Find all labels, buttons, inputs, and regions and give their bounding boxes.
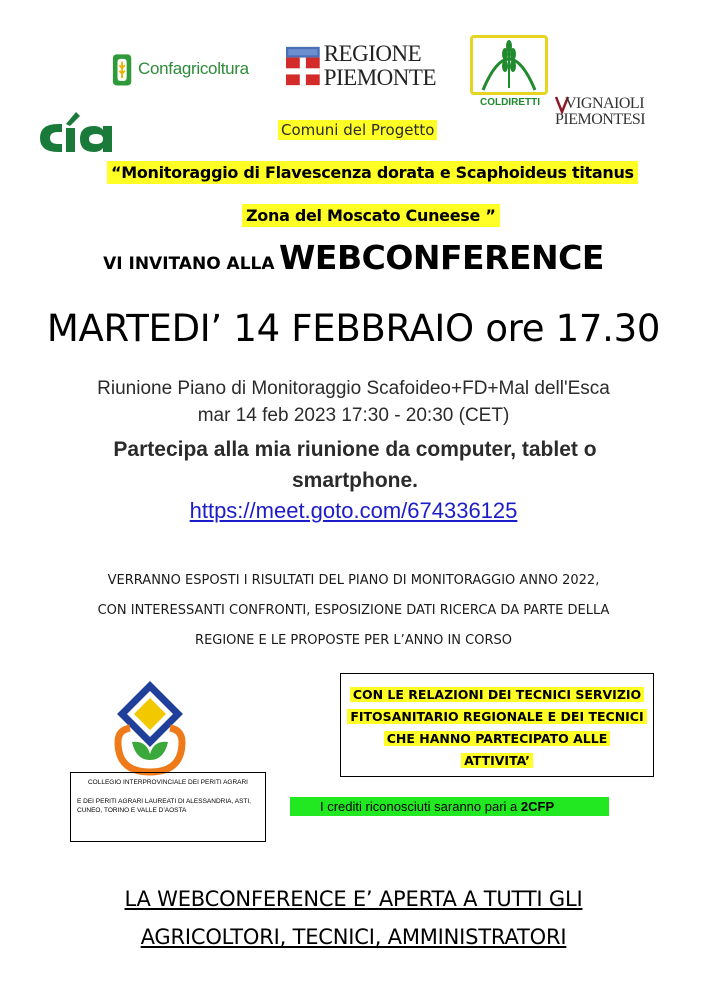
piemonte-shield-icon xyxy=(286,41,320,91)
description xyxy=(0,566,707,656)
tecnici-box xyxy=(340,673,654,777)
event-date: MARTEDI’ 14 FEBBRAIO ore 17.30 xyxy=(46,307,661,350)
footer-line-1: LA WEBCONFERENCE E’ APERTA A TUTTI GLI xyxy=(124,887,583,911)
cia-logo-icon xyxy=(36,110,116,154)
project-title-line2: Zona del Moscato Cuneese ” xyxy=(242,204,500,227)
description-line-1: VERRANNO ESPOSTI I RISULTATI DEL PIANO DI MONITORAGGIO ANNO 2022, xyxy=(107,573,600,588)
comuni-del-progetto: Comuni del Progetto xyxy=(278,120,437,140)
vignaioli-piemontesi-logo xyxy=(555,96,655,144)
meeting-join-text: Partecipa alla mia riunione da computer, tablet o smartphone. xyxy=(113,438,597,492)
wheat-icon xyxy=(473,38,545,92)
regione-piemonte-logo xyxy=(286,38,436,94)
collegio-box xyxy=(70,772,266,842)
crediti-banner xyxy=(290,797,609,816)
description-line-2: CON INTERESSANTI CONFRONTI, ESPOSIZIONE DATI RICERCA DA PARTE DELLA xyxy=(97,603,610,618)
confagricoltura-mark-icon xyxy=(112,49,134,89)
tecnici-line-4: ATTIVITA’ xyxy=(461,753,533,768)
confagricoltura-logo xyxy=(112,46,252,92)
tecnici-line-1: CON LE RELAZIONI DEI TECNICI SERVIZIO xyxy=(350,687,644,702)
collegio-periti-logo xyxy=(110,680,190,776)
regione-logo-line1: REGIONE xyxy=(323,41,422,66)
collegio-line2: E DEI PERITI AGRARI LAUREATI DI ALESSANDRIA, ASTI, CUNEO, TORINO E VALLE D’AOSTA xyxy=(77,798,251,814)
invite-heading xyxy=(0,238,707,277)
collegio-line1: COLLEGIO INTERPROVINCIALE DEI PERITI AGRARI xyxy=(87,779,248,786)
tecnici-line-2: FITOSANITARIO REGIONALE E DEI TECNICI xyxy=(347,709,646,724)
meeting-link[interactable]: https://meet.goto.com/674336125 xyxy=(189,498,518,523)
footer-open-to-all xyxy=(0,880,707,956)
crediti-text: I crediti riconosciuti saranno pari a xyxy=(320,799,518,814)
vignaioli-logo-line2: PIEMONTESI xyxy=(555,111,646,128)
invite-prefix: VI INVITANO ALLA xyxy=(103,254,275,274)
cia-logo xyxy=(36,110,116,154)
coldiretti-logo xyxy=(470,35,550,115)
collegio-emblem-icon xyxy=(110,680,190,776)
meeting-time: mar 14 feb 2023 17:30 - 20:30 (CET) xyxy=(197,405,510,426)
regione-logo-line2: PIEMONTE xyxy=(323,65,436,90)
crediti-value: 2CFP xyxy=(520,799,555,814)
invite-event: WEBCONFERENCE xyxy=(279,238,604,277)
confagricoltura-logo-text: Confagricoltura xyxy=(138,59,249,78)
project-title-line1: “Monitoraggio di Flavescenza dorata e Scaphoideus titanus xyxy=(107,161,638,184)
description-line-3: REGIONE E LE PROPOSTE PER L’ANNO IN CORSO xyxy=(195,633,512,648)
vignaioli-logo-line1: VIGNAIOLI xyxy=(565,95,645,112)
coldiretti-logo-text: COLDIRETTI xyxy=(480,97,540,108)
footer-line-2: AGRICOLTORI, TECNICI, AMMINISTRATORI xyxy=(140,925,567,949)
meeting-title: Riunione Piano di Monitoraggio Scafoideo+FD+Mal dell'Esca xyxy=(97,378,610,399)
tecnici-line-3: CHE HANNO PARTECIPATO ALLE xyxy=(384,731,611,746)
coldiretti-frame xyxy=(470,35,548,95)
